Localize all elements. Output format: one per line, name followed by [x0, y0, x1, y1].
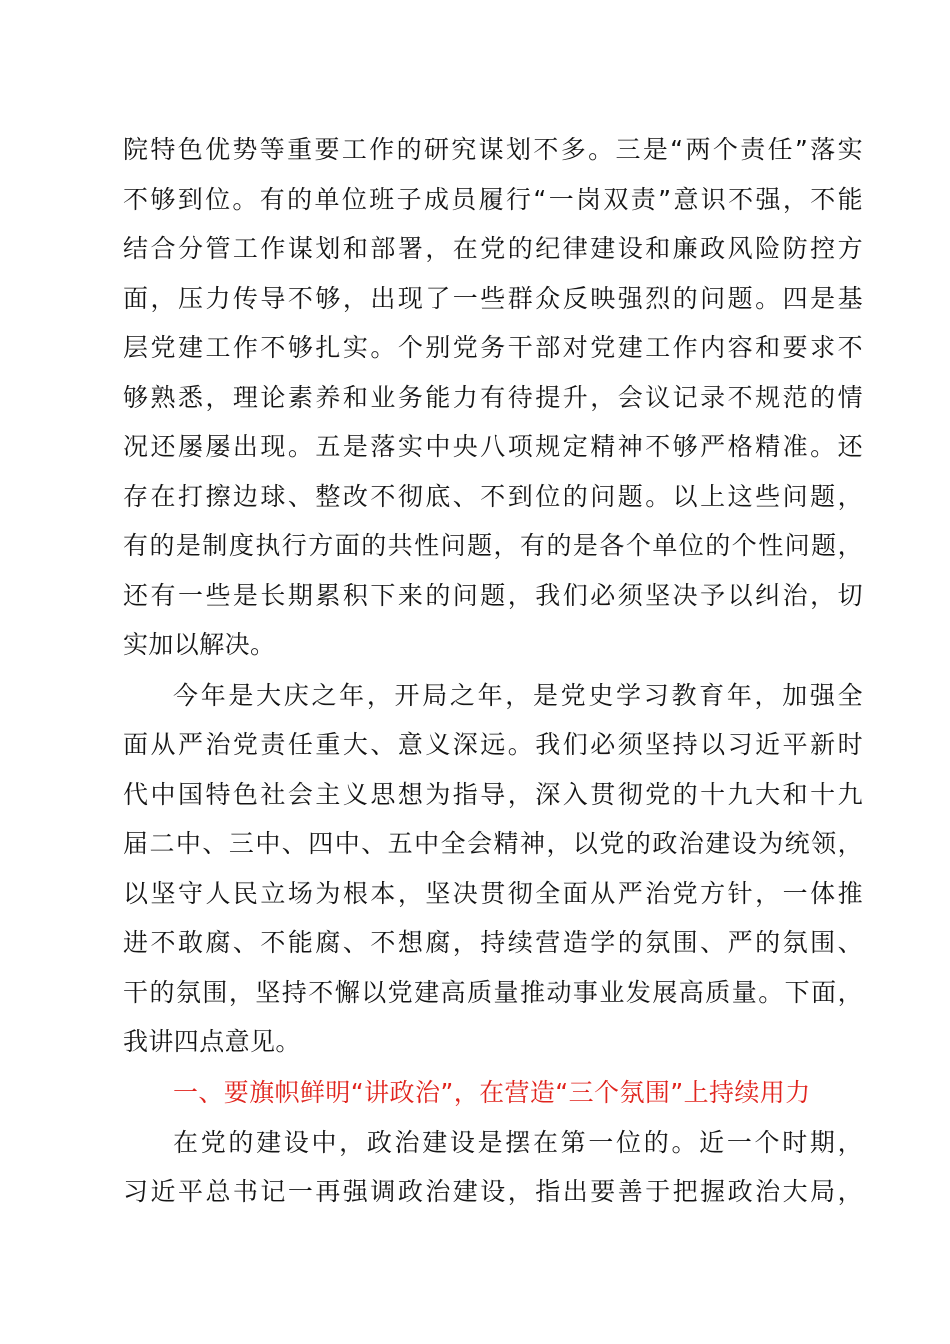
text-line: 况还屡屡出现。五是落实中央八项规定精神不够严格精准。还	[123, 432, 863, 461]
text-line: 面，压力传导不够，出现了一些群众反映强烈的问题。四是基	[123, 284, 863, 313]
text-line: 进不敢腐、不能腐、不想腐，持续营造学的氛围、严的氛围、	[123, 928, 863, 957]
text-line: 层党建工作不够扎实。个别党务干部对党建工作内容和要求不	[123, 333, 863, 362]
text-line: 代中国特色社会主义思想为指导，深入贯彻党的十九大和十九	[123, 780, 863, 809]
text-line: 院特色优势等重要工作的研究谋划不多。三是“两个责任”落实	[123, 135, 863, 164]
text-line: 不够到位。有的单位班子成员履行“一岗双责”意识不强，不能	[123, 185, 863, 214]
text-line: 够熟悉，理论素养和业务能力有待提升，会议记录不规范的情	[123, 383, 863, 412]
text-line: 习近平总书记一再强调政治建设，指出要善于把握政治大局，	[123, 1177, 863, 1206]
section-heading: 一、要旗帜鲜明“讲政治”，在营造“三个氛围”上持续用力	[173, 1078, 811, 1107]
text-line: 面从严治党责任重大、意义深远。我们必须坚持以习近平新时	[123, 730, 863, 759]
text-line: 还有一些是长期累积下来的问题，我们必须坚决予以纠治，切	[123, 581, 863, 610]
paragraph-first-line: 今年是大庆之年，开局之年，是党史学习教育年，加强全	[173, 681, 863, 710]
text-line: 存在打擦边球、整改不彻底、不到位的问题。以上这些问题，	[123, 482, 863, 511]
text-line: 实加以解决。	[123, 630, 276, 659]
text-line: 以坚守人民立场为根本，坚决贯彻全面从严治党方针，一体推	[123, 879, 863, 908]
text-line: 结合分管工作谋划和部署，在党的纪律建设和廉政风险防控方	[123, 234, 863, 263]
text-line: 有的是制度执行方面的共性问题，有的是各个单位的个性问题，	[123, 531, 863, 560]
text-line: 届二中、三中、四中、五中全会精神，以党的政治建设为统领，	[123, 829, 863, 858]
text-line: 我讲四点意见。	[123, 1027, 301, 1056]
text-line: 干的氛围，坚持不懈以党建高质量推动事业发展高质量。下面，	[123, 978, 863, 1007]
paragraph-first-line: 在党的建设中，政治建设是摆在第一位的。近一个时期，	[173, 1128, 863, 1157]
